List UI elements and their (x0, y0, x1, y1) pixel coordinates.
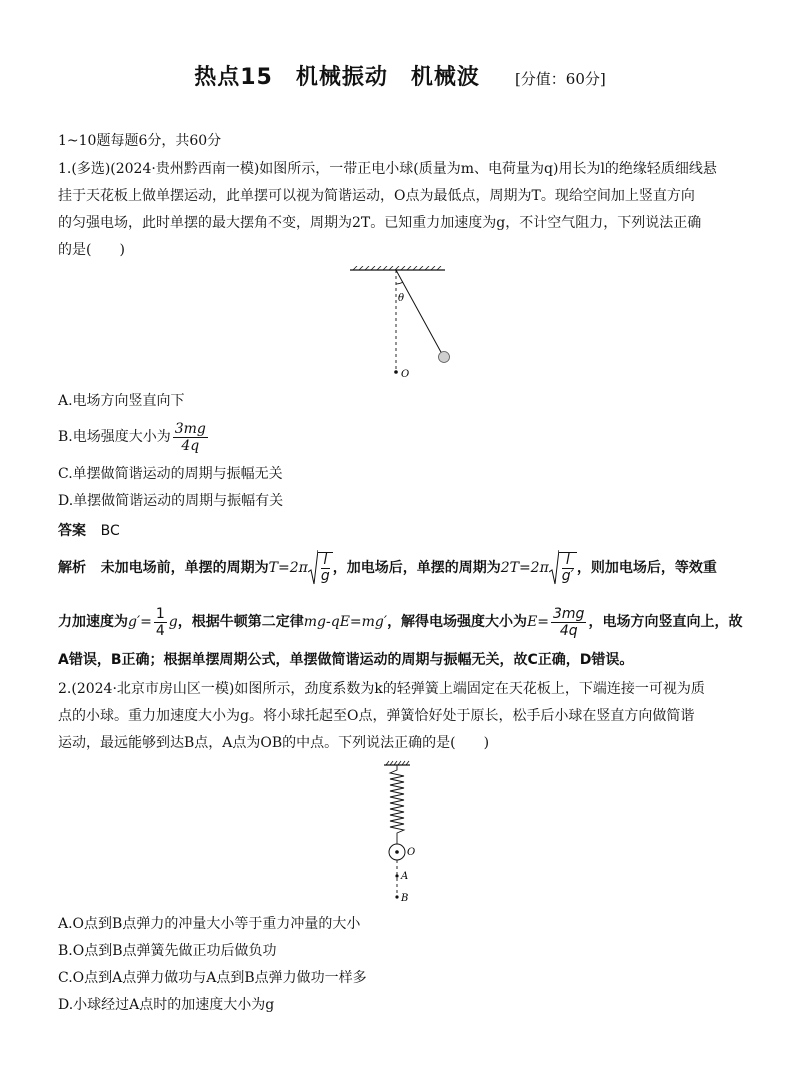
sqrt1-numerator: l (321, 553, 330, 569)
q1-option-a: A.电场方向竖直向下 (58, 393, 185, 409)
page-title (0, 60, 800, 91)
sol2-text-h: ，电场方向竖直向上，故 (588, 614, 743, 630)
frac-numerator: 3mg (174, 420, 206, 437)
label-a: A (401, 871, 409, 882)
title-score: [分值：60分] (514, 70, 606, 88)
sol1-formula-2t: 2T=2π (500, 560, 549, 576)
q2-line-1: 2.(2024·北京市房山区一模)如图所示，劲度系数为k的轻弹簧上端固定在天花板上，下端连接一可视为质 (58, 681, 705, 697)
sqrt-l-over-g (308, 548, 333, 588)
q1-line-3: 的匀强电场，此时单摆的最大摆角不变，周期为2T。已知重力加速度为g，不计空气阻力，下列说法正确 (58, 215, 702, 231)
q1-option-b-fraction (173, 421, 208, 454)
sol2-g: g (168, 614, 178, 630)
q2-line-3: 运动，最远能够到达B点，A点为OB的中点。下列说法正确的是( ) (58, 735, 490, 751)
sol1-text-e: ，则加电场后，等效重 (576, 560, 717, 576)
q2-option-d: D.小球经过A点时的加速度大小为g (58, 997, 275, 1013)
sol2-newton-eq: mg-qE=mg′ (303, 614, 388, 630)
q1-line-1: 1.(多选)(2024·贵州黔西南一模)如图所示，一带正电小球(质量为m、电荷量为q)用长为l的绝缘轻质细线悬 (58, 161, 717, 177)
title-main: 热点15 机械振动 机械波 (194, 65, 480, 90)
q2-line-2: 点的小球。重力加速度大小为g。将小球托起至O点，弹簧恰好处于原长，松手后小球在竖直方向做简谐 (58, 708, 695, 724)
sol2-quarter-fraction (154, 606, 167, 639)
sqrt1-denominator: g (320, 568, 330, 584)
q2-option-b: B.O点到B点弹簧先做正功后做负功 (58, 943, 277, 959)
sqrt-l-over-g-prime (549, 548, 577, 588)
q1-line-2: 挂于天花板上做单摆运动，此单摆可以视为简谐运动，O点为最低点，周期为T。现给空间加上竖直方向 (58, 188, 695, 204)
sol2-g-prime: g′= (128, 614, 152, 630)
pendulum-ball (439, 352, 450, 363)
pendulum-figure (345, 266, 465, 384)
ceiling-hatch (353, 266, 441, 270)
q2-option-a: A.O点到B点弹力的冲量大小等于重力冲量的大小 (58, 916, 361, 932)
spring-figure (378, 760, 438, 906)
frac-denominator: 4q (181, 437, 200, 454)
spring-coil (390, 765, 404, 844)
q1-line-4: 的是( ) (58, 242, 125, 258)
intro-text: 1~10题每题6分，共60分 (58, 133, 222, 149)
answer-label: 答案 (58, 523, 86, 539)
label-o: O (407, 847, 416, 858)
quarter-denominator: 4 (155, 622, 165, 639)
point-o-label: O (401, 369, 410, 380)
q1-answer (58, 521, 748, 541)
q1-solution-line-2 (58, 602, 748, 642)
sol1-formula-t: T=2π (268, 560, 308, 576)
label-b: B (401, 893, 409, 904)
q1-solution-line-3: A错误，B正确；根据单摆周期公式，单摆做简谐运动的周期与振幅无关，故C正确，D错误。 (58, 652, 634, 668)
solution-label: 解析 (58, 560, 86, 576)
sqrt-sign (308, 550, 318, 586)
answer-value: BC (100, 523, 120, 539)
pendulum-string (396, 270, 442, 354)
sol2-e-fraction (551, 606, 586, 639)
sqrt2-denominator: g′ (561, 568, 574, 584)
q1-option-b (58, 420, 748, 454)
sqrt2-numerator: l (562, 553, 574, 569)
sol2-e-eq: E= (527, 614, 550, 630)
point-o-dot (394, 370, 398, 374)
sol1-text-a: 未加电场前，单摆的周期为 (100, 560, 269, 576)
point-b-dot (395, 895, 398, 898)
sol1-text-c: ，加电场后，单摆的周期为 (332, 560, 501, 576)
q1-option-c: C.单摆做简谐运动的周期与振幅无关 (58, 466, 283, 482)
quarter-numerator: 1 (155, 605, 165, 622)
e-denominator: 4q (559, 622, 578, 639)
theta-label: θ (398, 293, 405, 304)
sol2-text-f: ，解得电场强度大小为 (387, 614, 528, 630)
q1-solution-line-1 (58, 548, 748, 588)
q2-option-c: C.O点到A点弹力做功与A点到B点弹力做功一样多 (58, 970, 367, 986)
point-a-dot (395, 874, 398, 877)
sol2-text-a: 力加速度为 (58, 614, 128, 630)
sol2-text-d: ，根据牛顿第二定律 (177, 614, 304, 630)
ball-center (395, 850, 399, 854)
sqrt-sign (549, 550, 559, 586)
angle-arc (396, 282, 403, 284)
e-numerator: 3mg (553, 605, 585, 622)
q1-option-d: D.单摆做简谐运动的周期与振幅有关 (58, 493, 284, 509)
q1-option-b-text: B.电场强度大小为 (58, 429, 171, 445)
